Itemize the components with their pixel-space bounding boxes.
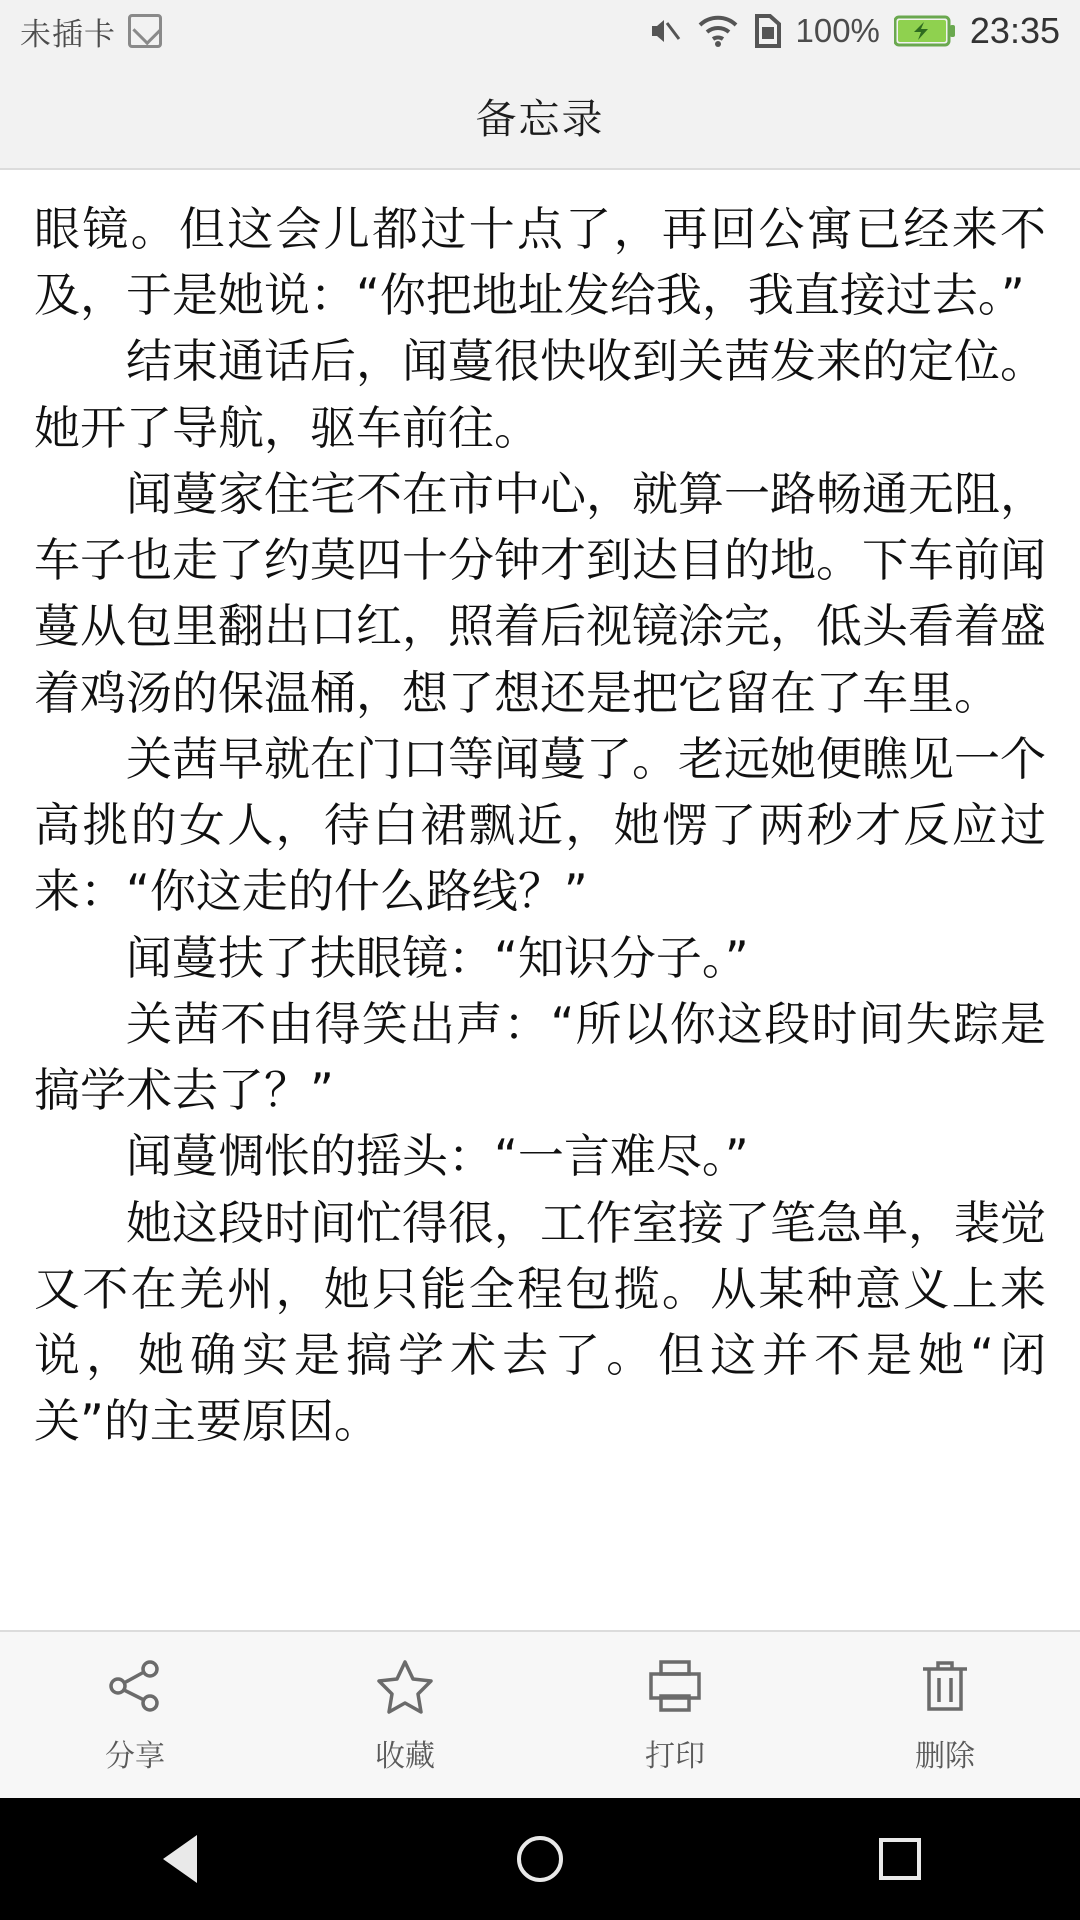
sd-card-icon: [754, 13, 782, 49]
nav-back-button[interactable]: [120, 1798, 240, 1920]
note-paragraph: 闻蔓惆怅的摇头：“一言难尽。”: [126, 1129, 749, 1184]
nav-recents-button[interactable]: [840, 1798, 960, 1920]
page-title: 备忘录: [475, 95, 605, 142]
trash-icon: [914, 1655, 976, 1717]
share-button[interactable]: [0, 1655, 270, 1775]
printer-icon: [644, 1655, 706, 1717]
status-bar-left: [20, 9, 162, 54]
system-nav-bar: [0, 1798, 1080, 1920]
sim-card-icon: [128, 14, 162, 48]
clock-label: 23:35: [969, 10, 1060, 51]
print-button[interactable]: [540, 1655, 810, 1775]
note-paragraph: 关茜不由得笑出声：“所以你这段时间失踪是搞学术去了？”: [34, 996, 1046, 1118]
wifi-icon: [696, 13, 740, 49]
star-icon: [374, 1655, 436, 1717]
carrier-label: 未插卡: [20, 16, 116, 52]
print-label: 打印: [645, 1740, 705, 1773]
mute-icon: [646, 13, 682, 49]
battery-percent-label: 100%: [795, 12, 880, 49]
home-circle-icon: [517, 1836, 563, 1882]
bottom-toolbar: [0, 1630, 1080, 1798]
delete-button[interactable]: [810, 1655, 1080, 1775]
status-bar-right: [646, 10, 1061, 52]
favorite-button[interactable]: [270, 1655, 540, 1775]
note-paragraph: 关茜早就在门口等闻蔓了。老远她便瞧见一个高挑的女人，待白裙飘近，她愣了两秒才反应过来：“你这走的什么路线？”: [34, 731, 1046, 919]
battery-charging-icon: [894, 14, 956, 48]
status-bar: [0, 0, 1080, 62]
note-content[interactable]: [0, 170, 1080, 1630]
note-paragraph: 她这段时间忙得很，工作室接了笔急单，裴觉又不在羌州，她只能全程包揽。从某种意义上来说，她确实是搞学术去了。但这并不是她“闭关”的主要原因。: [34, 1195, 1046, 1449]
recents-square-icon: [879, 1838, 921, 1880]
title-bar: [0, 62, 1080, 170]
note-paragraph: 眼镜。但这会儿都过十点了，再回公寓已经来不及，于是她说：“你把地址发给我，我直接过去。”: [34, 202, 1046, 323]
note-paragraph: 闻蔓扶了扶眼镜：“知识分子。”: [126, 930, 749, 985]
nav-home-button[interactable]: [480, 1798, 600, 1920]
back-triangle-icon: [163, 1835, 197, 1883]
note-paragraph: 结束通话后，闻蔓很快收到关茜发来的定位。她开了导航，驱车前往。: [34, 334, 1046, 455]
share-icon: [104, 1655, 166, 1717]
favorite-label: 收藏: [375, 1740, 435, 1773]
share-label: 分享: [105, 1740, 165, 1773]
note-paragraph: 闻蔓家住宅不在市中心，就算一路畅通无阻，车子也走了约莫四十分钟才到达目的地。下车前闻蔓从包里翻出口红，照着后视镜涂完，低头看着盛着鸡汤的保温桶，想了想还是把它留在了车里。: [34, 466, 1046, 720]
delete-label: 删除: [915, 1740, 975, 1773]
